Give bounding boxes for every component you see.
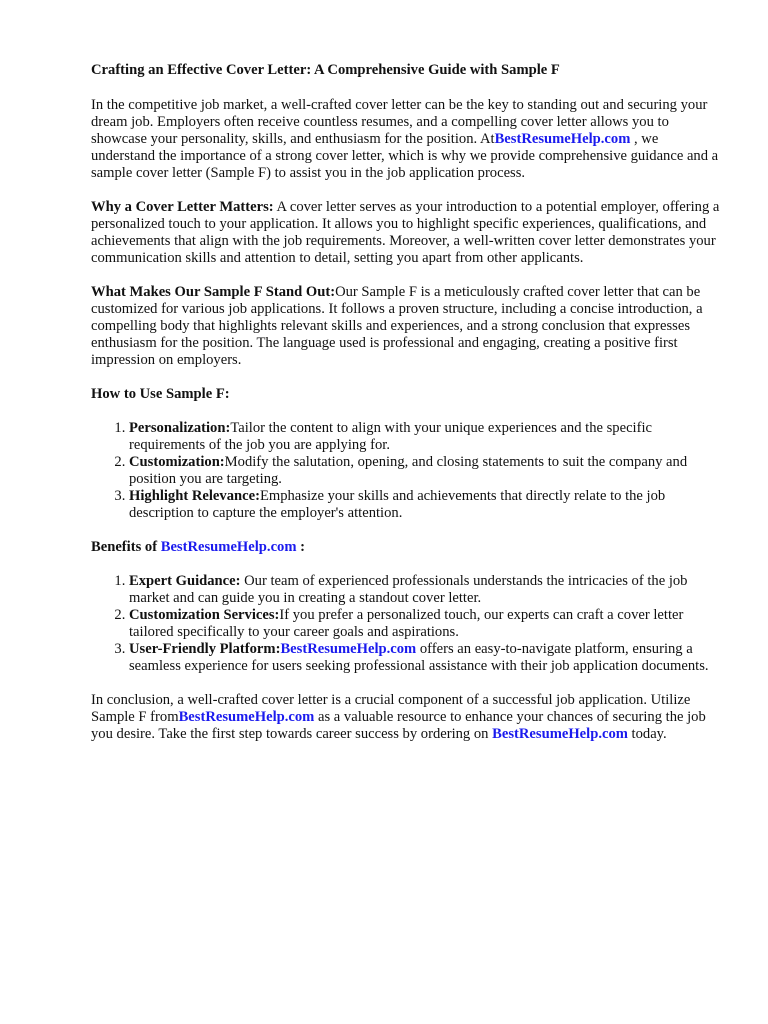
benefits-heading-text: Benefits of — [91, 539, 161, 555]
why-heading: Why a Cover Letter Matters: — [91, 199, 274, 215]
why-text: A cover letter serves as your introduction to a potential employer, offering a personalized touch to your application. It allows you to highlight specific experiences, qualifications, and achievements that align with the job requirements. Moreover, a well-written cover letter demonstrates your communication skills and attention to detail, setting you apart from other applicants. — [91, 199, 720, 266]
intro-link[interactable]: BestResumeHelp.com — [494, 131, 631, 147]
list-item-label: User-Friendly Platform: — [129, 641, 281, 657]
conclusion-paragraph — [91, 692, 721, 743]
list-item — [129, 454, 721, 488]
document-title: Crafting an Effective Cover Letter: A Comprehensive Guide with Sample F — [91, 62, 560, 78]
list-item-label: Expert Guidance: — [129, 573, 241, 589]
benefits-heading — [91, 539, 721, 556]
list-item — [129, 488, 721, 522]
intro-text: In the competitive job market, a well-crafted cover letter can be the key to standing out and securing your dream job. Employers often receive countless resumes, and a compelling cover letter allows you to showcase your personality, skills, and enthusiasm for the position. At — [91, 97, 708, 147]
conclusion-text-continued: as a valuable resource to enhance your chances of securing the job you desire. Take the first step towards career success by ordering on — [91, 709, 706, 742]
benefits-list — [91, 573, 721, 675]
conclusion-text: In conclusion, a well-crafted cover letter is a crucial component of a successful job application. Utilize Sample F from — [91, 692, 691, 725]
intro-text-continued: , we understand the importance of a strong cover letter, which is why we provide comprehensive guidance and a sample cover letter (Sample F) to assist you in the job application process. — [91, 131, 719, 181]
how-to-use-heading: How to Use Sample F: — [91, 386, 230, 402]
platform-link[interactable]: BestResumeHelp.com — [280, 641, 417, 657]
order-link[interactable]: BestResumeHelp.com — [492, 726, 628, 742]
list-item-label: Personalization: — [129, 420, 231, 436]
benefits-heading-link[interactable]: BestResumeHelp.com — [160, 539, 297, 555]
list-item-text: Modify the salutation, opening, and closing statements to suit the company and position you are targeting. — [129, 454, 688, 487]
why-paragraph — [91, 199, 721, 267]
list-item-text: Our team of experienced professionals understands the intricacies of the job market and can guide you in creating a standout cover letter. — [129, 573, 688, 606]
standout-heading: What Makes Our Sample F Stand Out: — [91, 284, 336, 300]
intro-paragraph — [91, 97, 721, 182]
list-item — [129, 420, 721, 454]
conclusion-link[interactable]: BestResumeHelp.com — [178, 709, 315, 725]
list-item — [129, 607, 721, 641]
standout-paragraph — [91, 284, 721, 369]
how-to-use-list — [91, 420, 721, 522]
conclusion-text-end: today. — [627, 726, 667, 742]
standout-text: Our Sample F is a meticulously crafted cover letter that can be customized for various job applications. It follows a proven structure, including a concise introduction, a compelling body that highlights relevant skills and experiences, and a strong conclusion that expresses enthusiasm for the position. The language used is professional and engaging, creating a positive first impression on employers. — [91, 284, 703, 368]
list-item-label: Customization: — [129, 454, 225, 470]
list-item-text: If you prefer a personalized touch, our experts can craft a cover letter tailored specifically to your career goals and aspirations. — [129, 607, 684, 640]
list-item-text: Tailor the content to align with your unique experiences and the specific requirements of the job you are applying for. — [129, 420, 652, 453]
list-item-label: Customization Services: — [129, 607, 280, 623]
list-item-label: Highlight Relevance: — [129, 488, 260, 504]
list-item-text: Emphasize your skills and achievements that directly relate to the job description to capture the employer's attention. — [129, 488, 666, 521]
list-item-text: offers an easy-to-navigate platform, ensuring a seamless experience for users seeking professional assistance with their job application documents. — [129, 641, 709, 674]
list-item — [129, 641, 721, 675]
benefits-heading-colon: : — [296, 539, 306, 555]
document-page — [91, 62, 721, 760]
list-item — [129, 573, 721, 607]
